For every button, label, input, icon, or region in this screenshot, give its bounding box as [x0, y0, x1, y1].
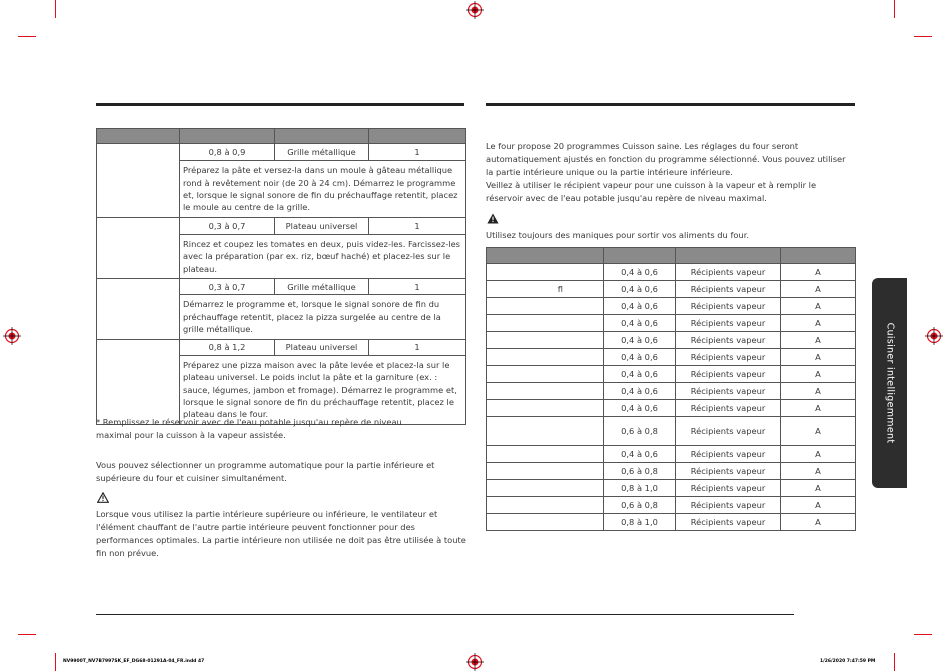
- right-intro-paragraph-2: Veillez à utiliser le récipient vapeur pour une cuisson à la vapeur et à remplir le réservoir avec de l'eau potable jusqu'au repère de niveau maximal.: [486, 180, 817, 203]
- accessory-cell: Grille métallique: [275, 144, 369, 161]
- quantity-cell: 0,6 à 0,8: [604, 497, 676, 514]
- left-heading-rule: [96, 103, 464, 106]
- accessory-cell: Récipients vapeur: [676, 514, 781, 531]
- registration-mark-icon: [925, 327, 943, 345]
- table-row: [487, 446, 856, 463]
- accessory-cell: Récipients vapeur: [676, 281, 781, 298]
- quantity-cell: 0,4 à 0,6: [604, 446, 676, 463]
- left-paragraph: Vous pouvez sélectionner un programme automatique pour la partie inférieure et supérieure du four et cuisiner simultanément.: [96, 460, 435, 483]
- quantity-cell: 0,4 à 0,6: [604, 264, 676, 281]
- program-name-cell: [487, 480, 604, 497]
- program-name-cell: [97, 279, 180, 339]
- table-row: [487, 463, 856, 480]
- quantity-cell: 0,4 à 0,6: [604, 332, 676, 349]
- program-name-cell: [97, 218, 180, 279]
- level-cell: A: [781, 446, 856, 463]
- level-cell: A: [781, 315, 856, 332]
- table-header-cell: [781, 248, 856, 264]
- accessory-cell: Récipients vapeur: [676, 480, 781, 497]
- quantity-cell: 0,4 à 0,6: [604, 298, 676, 315]
- program-name-cell: [487, 446, 604, 463]
- table-row: [97, 218, 466, 235]
- program-name-cell: [97, 339, 180, 424]
- accessory-cell: Récipients vapeur: [676, 366, 781, 383]
- table-header-cell: [676, 248, 781, 264]
- quantity-cell: 0,4 à 0,6: [604, 349, 676, 366]
- level-cell: A: [781, 400, 856, 417]
- quantity-cell: 0,4 à 0,6: [604, 281, 676, 298]
- description-cell: Démarrez le programme et, lorsque le signal sonore de fin du préchauffage retentit, placez la pizza surgelée au centre de la grille métallique.: [180, 295, 466, 339]
- level-cell: A: [781, 383, 856, 400]
- table-row: [487, 400, 856, 417]
- level-cell: 1: [369, 144, 466, 161]
- program-name-cell: [487, 315, 604, 332]
- accessory-cell: Plateau universel: [275, 339, 369, 355]
- table-row: [487, 298, 856, 315]
- table-header-row: [487, 248, 856, 264]
- level-cell: A: [781, 264, 856, 281]
- accessory-cell: Récipients vapeur: [676, 332, 781, 349]
- table-header-cell: [487, 248, 604, 264]
- table-header-row: [97, 129, 466, 144]
- registration-mark-icon: [3, 327, 21, 345]
- table-row: [487, 514, 856, 531]
- left-footnote: * Remplissez le réservoir avec de l'eau potable jusqu'au repère de niveau maximal pour la cuisson à la vapeur assistée.: [96, 417, 402, 440]
- table-row: [97, 144, 466, 161]
- table-header-cell: [97, 129, 180, 144]
- accessory-cell: Récipients vapeur: [676, 264, 781, 281]
- quantity-cell: 0,4 à 0,6: [604, 400, 676, 417]
- crop-mark: [18, 634, 36, 635]
- level-cell: A: [781, 463, 856, 480]
- quantity-cell: 0,6 à 0,8: [604, 417, 676, 446]
- steam-program-table: [486, 247, 856, 531]
- table-row: [487, 264, 856, 281]
- left-warning-text: Lorsque vous utilisez la partie intérieure supérieure ou inférieure, le ventilateur et l'élément chauffant de l'autre partie intérieure peuvent fonctionner pour des performances optimales. La partie intérieure non utilisée ne doit pas être utilisée à toute fin non prévue.: [96, 509, 466, 558]
- table-row: [97, 339, 466, 355]
- right-heading-rule: [486, 103, 855, 106]
- accessory-cell: Récipients vapeur: [676, 446, 781, 463]
- table-header-cell: [369, 129, 466, 144]
- table-row: [487, 315, 856, 332]
- accessory-cell: Récipients vapeur: [676, 417, 781, 446]
- quantity-cell: 0,8 à 1,2: [180, 339, 275, 355]
- description-cell: Préparez une pizza maison avec la pâte levée et placez-la sur le plateau universel. Le poids inclut la pâte et la garniture (ex. : sauce, légumes, jambon et fromage). Démarrez le programme et, lorsque le signal sonore de fin du préchauffage retentit, placez le plateau dans le four.: [180, 355, 466, 424]
- description-cell: Rincez et coupez les tomates en deux, puis videz-les. Farcissez-les avec la préparation (par ex. riz, bœuf haché) et placez-les sur le plateau.: [180, 235, 466, 279]
- crop-mark: [18, 36, 36, 37]
- accessory-cell: Grille métallique: [275, 279, 369, 295]
- level-cell: A: [781, 514, 856, 531]
- level-cell: 1: [369, 279, 466, 295]
- description-cell: Préparez la pâte et versez-la dans un moule à gâteau métallique rond à revêtement noir (de 20 à 24 cm). Démarrez le programme et, lorsque le signal sonore de fin du préchauffage retentit, placez le moule au centre de la grille.: [180, 161, 466, 218]
- level-cell: A: [781, 332, 856, 349]
- program-name-cell: [487, 383, 604, 400]
- accessory-cell: Récipients vapeur: [676, 315, 781, 332]
- footer-rule: [96, 614, 794, 615]
- quantity-cell: 0,3 à 0,7: [180, 279, 275, 295]
- table-row: [487, 332, 856, 349]
- level-cell: A: [781, 480, 856, 497]
- program-name-cell: [487, 349, 604, 366]
- accessory-cell: Plateau universel: [275, 218, 369, 235]
- level-cell: A: [781, 298, 856, 315]
- quantity-cell: 0,8 à 1,0: [604, 514, 676, 531]
- table-row: [97, 279, 466, 295]
- level-cell: 1: [369, 218, 466, 235]
- quantity-cell: 0,8 à 0,9: [180, 144, 275, 161]
- table-header-cell: [604, 248, 676, 264]
- accessory-cell: Récipients vapeur: [676, 497, 781, 514]
- table-row: [487, 383, 856, 400]
- program-name-cell: [487, 332, 604, 349]
- accessory-cell: Récipients vapeur: [676, 298, 781, 315]
- warning-outline-icon: [97, 492, 109, 503]
- level-cell: A: [781, 497, 856, 514]
- quantity-cell: 0,8 à 1,0: [604, 480, 676, 497]
- warning-filled-icon: [487, 213, 499, 224]
- accessory-cell: Récipients vapeur: [676, 463, 781, 480]
- table-header-cell: [275, 129, 369, 144]
- program-name-cell: [487, 417, 604, 446]
- crop-mark: [914, 634, 932, 635]
- program-name-cell: [487, 497, 604, 514]
- crop-mark: [55, 653, 56, 671]
- right-intro-paragraph-1: Le four propose 20 programmes Cuisson saine. Les réglages du four seront automatiquement ajustés en fonction du programme sélectionné. Vous pouvez utiliser la partie intérieure unique ou la partie intérieure inférieure.: [486, 141, 846, 177]
- level-cell: A: [781, 349, 856, 366]
- quantity-cell: 0,3 à 0,7: [180, 218, 275, 235]
- program-name-cell: [487, 298, 604, 315]
- registration-mark-icon: [466, 653, 484, 671]
- crop-mark: [894, 0, 895, 18]
- accessory-cell: Récipients vapeur: [676, 383, 781, 400]
- print-timestamp: 1/26/2020 7:47:59 PM: [820, 659, 876, 664]
- quantity-cell: 0,4 à 0,6: [604, 366, 676, 383]
- crop-mark: [894, 653, 895, 671]
- table-row: [487, 281, 856, 298]
- program-name-cell: [487, 400, 604, 417]
- table-row: [487, 366, 856, 383]
- right-warning-text: Utilisez toujours des maniques pour sortir vos aliments du four.: [486, 230, 749, 240]
- program-name-cell: [97, 144, 180, 218]
- accessory-cell: Récipients vapeur: [676, 400, 781, 417]
- crop-mark: [55, 0, 56, 18]
- level-cell: A: [781, 281, 856, 298]
- quantity-cell: 0,4 à 0,6: [604, 315, 676, 332]
- quantity-cell: 0,6 à 0,8: [604, 463, 676, 480]
- program-name-cell: [487, 463, 604, 480]
- quantity-cell: 0,4 à 0,6: [604, 383, 676, 400]
- accessory-cell: Récipients vapeur: [676, 349, 781, 366]
- table-row: [487, 349, 856, 366]
- registration-mark-icon: [466, 1, 484, 19]
- level-cell: A: [781, 417, 856, 446]
- table-row: [487, 417, 856, 446]
- left-program-table: [96, 128, 466, 425]
- program-name-cell: [487, 366, 604, 383]
- chapter-tab-label: Cuisiner intelligemment: [884, 322, 895, 444]
- table-header-cell: [180, 129, 275, 144]
- level-cell: A: [781, 366, 856, 383]
- table-row: [487, 497, 856, 514]
- program-name-cell: [487, 514, 604, 531]
- program-name-cell: ﬂ: [487, 281, 604, 298]
- level-cell: 1: [369, 339, 466, 355]
- program-name-cell: [487, 264, 604, 281]
- table-row: [487, 480, 856, 497]
- crop-mark: [914, 36, 932, 37]
- chapter-tab: [872, 278, 907, 488]
- print-file-info: NV9900T_NV7B7997SK_EF_DG68-01291A-04_FR.indd 47: [63, 659, 205, 664]
